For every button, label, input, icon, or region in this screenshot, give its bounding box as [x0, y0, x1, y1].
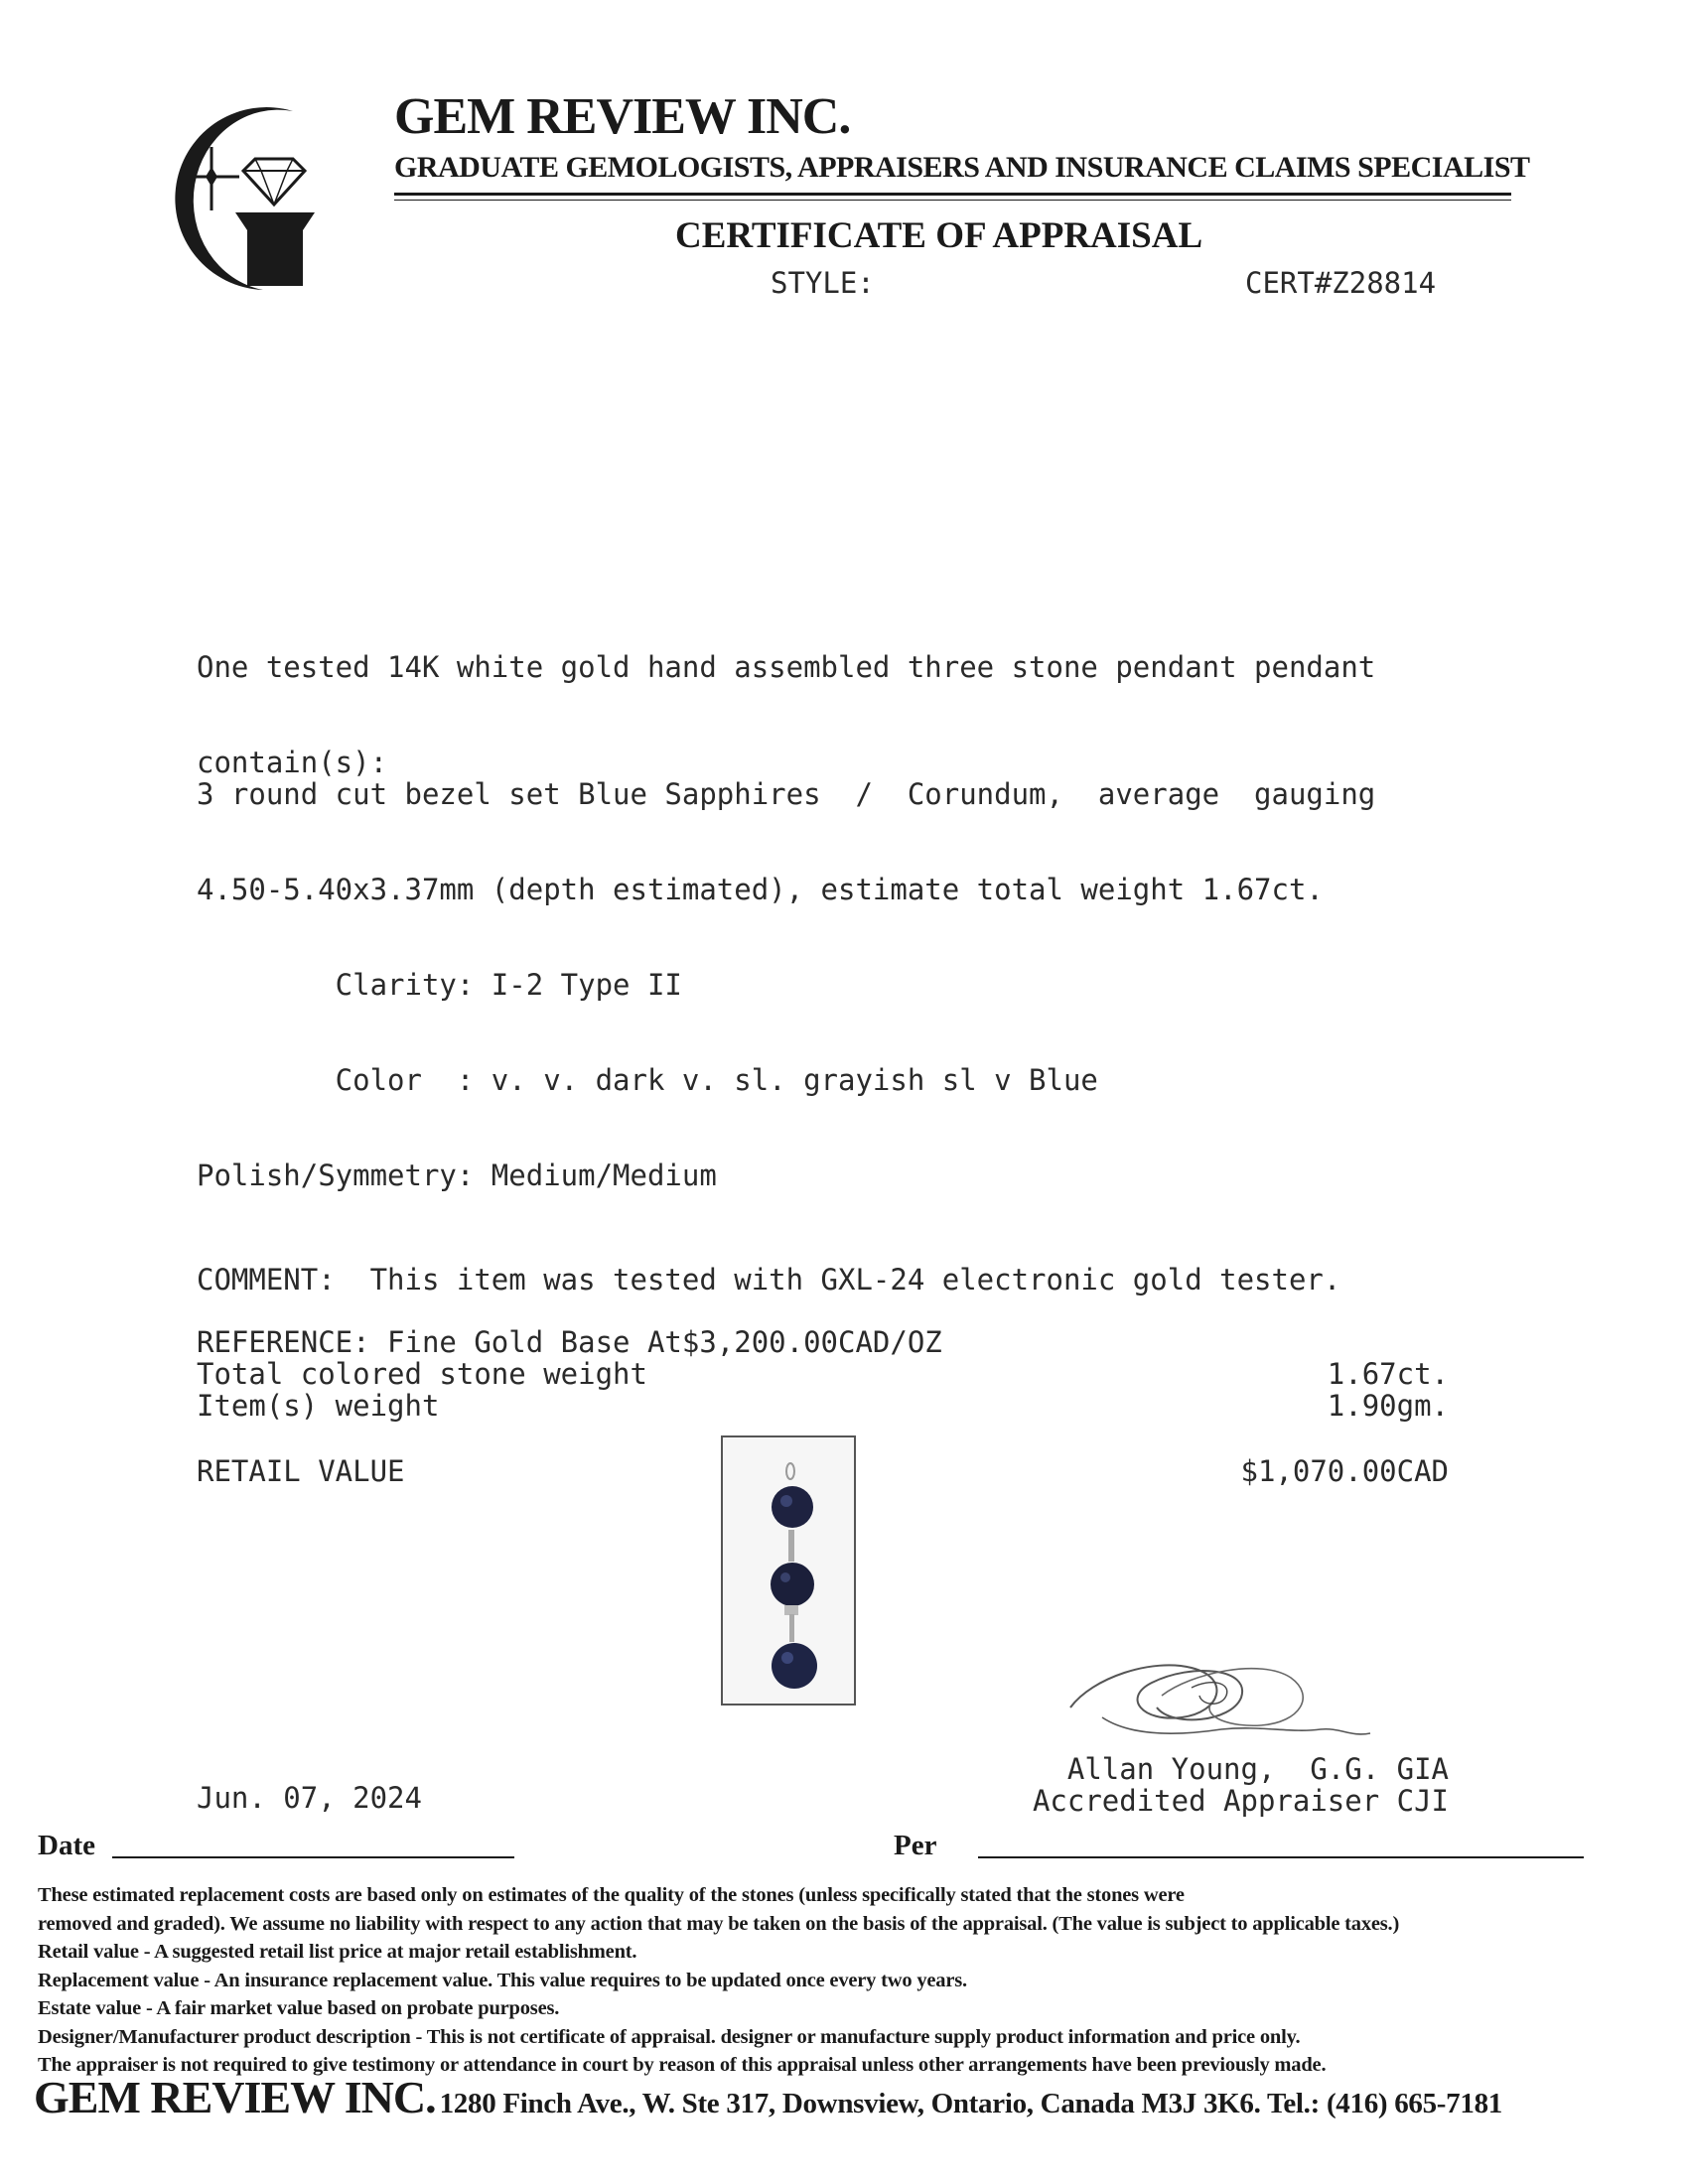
footer-company-name: GEM REVIEW INC. — [34, 2072, 436, 2122]
polish-line: Polish/Symmetry: Medium/Medium — [197, 1159, 717, 1192]
pendant-photo — [721, 1435, 856, 1706]
company-logo — [144, 99, 333, 298]
disclaimer-line: These estimated replacement costs are based only on estimates of the quality of the stones (unless specifically stated that the stones were — [38, 1884, 1185, 1906]
per-signature-line — [978, 1856, 1584, 1858]
disclaimer-line: Retail value - A suggested retail list price at major retail establishment. — [38, 1941, 637, 1963]
retail-value-amount: $1,070.00CAD — [1240, 1454, 1449, 1488]
stone-weight-value: 1.67ct. — [1327, 1357, 1449, 1391]
description-line: contain(s): — [197, 746, 388, 779]
color-line: Color : v. v. dark v. sl. grayish sl v Blue — [197, 1063, 1098, 1097]
date-label: Date — [38, 1830, 95, 1861]
disclaimer-line: Replacement value - An insurance replacement value. This value requires to be updated once every two years. — [38, 1969, 967, 1991]
description-line: One tested 14K white gold hand assembled three stone pendant pendant — [197, 650, 1376, 684]
comment-line: COMMENT: This item was tested with GXL-24 electronic gold tester. — [197, 1263, 1341, 1297]
header-rule — [394, 193, 1511, 196]
disclaimer-line: Designer/Manufacturer product description - This is not certificate of appraisal. designer or manufacture supply product information and price only. — [38, 2025, 1301, 2048]
handwritten-signature — [1062, 1638, 1390, 1757]
disclaimer-line: The appraiser is not required to give testimony or attendance in court by reason of this appraisal unless other arrangements have been previously made. — [38, 2054, 1327, 2076]
appraiser-name: Allan Young, G.G. GIA — [1066, 1752, 1449, 1786]
company-name: GEM REVIEW INC. — [394, 88, 851, 145]
appraiser-title: Accredited Appraiser CJI — [1032, 1784, 1449, 1818]
reference-line: REFERENCE: Fine Gold Base At$3,200.00CAD/OZ — [197, 1325, 942, 1359]
date-signature-line — [112, 1856, 514, 1858]
disclaimer-line: Estate value - A fair market value based on probate purposes. — [38, 1997, 560, 2019]
certificate-title: CERTIFICATE OF APPRAISAL — [675, 215, 1203, 256]
style-label: STYLE: — [771, 266, 875, 300]
footer-address: 1280 Finch Ave., W. Ste 317, Downsview, Ontario, Canada M3J 3K6. Tel.: (416) 665-7181 — [439, 2088, 1502, 2119]
stone-line: 4.50-5.40x3.37mm (depth estimated), estimate total weight 1.67ct. — [197, 873, 1324, 906]
item-weight-value: 1.90gm. — [1327, 1389, 1449, 1423]
certificate-number: CERT#Z28814 — [1245, 266, 1437, 300]
header-rule-thin — [394, 200, 1511, 201]
retail-value-label: RETAIL VALUE — [197, 1454, 405, 1488]
appraisal-date: Jun. 07, 2024 — [197, 1781, 422, 1815]
per-label: Per — [894, 1830, 937, 1861]
disclaimer-line: removed and graded). We assume no liability with respect to any action that may be taken on the basis of the appraisal. (The value is subject to applicable taxes.) — [38, 1912, 1400, 1935]
company-tagline: GRADUATE GEMOLOGISTS, APPRAISERS AND INSURANCE CLAIMS SPECIALIST — [394, 151, 1530, 184]
disclaimer — [38, 1881, 1666, 2080]
footer — [34, 2071, 1502, 2123]
stone-details — [197, 715, 1375, 1223]
stone-weight-label: Total colored stone weight — [197, 1357, 647, 1391]
clarity-line: Clarity: I-2 Type II — [197, 968, 682, 1002]
stone-line: 3 round cut bezel set Blue Sapphires / Corundum, average gauging — [197, 777, 1376, 811]
item-weight-label: Item(s) weight — [197, 1389, 440, 1423]
